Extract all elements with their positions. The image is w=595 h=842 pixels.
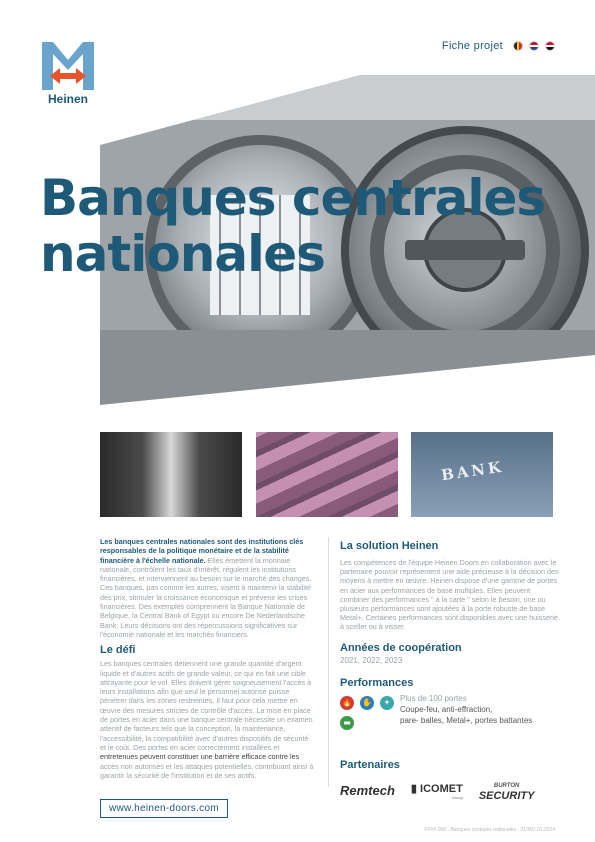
cooperation-heading: Années de coopération [340,641,462,654]
partner-icomet-logo [411,782,463,800]
logo-wordmark: Heinen [47,92,88,106]
flag-egypt-icon[interactable] [545,41,555,51]
partners-heading: Partenaires [340,758,400,771]
burglar-resistance-icon: ✋ [360,696,374,710]
bank-sign-text: BANK [440,457,506,485]
partner-remtech-logo: Remtech [340,783,395,799]
icomet-subtitle: Group [451,794,463,800]
solution-body: Les compétences de l'équipe Heinen Doors en collaboration avec le partenaire pouvoir représentent une aide précieuse à la décision des moyens à mettre en œuvre. Heinen dispose d'une gamme de portes en acier aux performances de base multiples. Elles peuvent combiner des performances " à la carte " selon le besoin, une ou plusieurs performances sont ajoutées à la porte robuste de base Metal+. Certaines performances sont disponibles avec une huisserie à sceller ou à visser. [340,558,559,632]
flag-netherlands-icon[interactable] [529,41,539,51]
performances-text [400,693,532,726]
column-divider [328,537,329,787]
defi-body: Les banques centrales détiennent une grande quantité d'argent liquide et d'autres actifs de grande valeur, ce qui en fait une cible attrayante pour le vol. Elles doivent gérer soigneusement l'accès à leurs installations afin que seul le personnel autorisé puisse pénétrer dans les zones restreintes. Il faut pour cela mettre en œuvre des mesures strictes de contrôle d'accès. La mise en place de portes en acier dans une banque centrale nécessite un examen attentif de facteurs tels que la conception, la maintenance, l'accessibilité, la compatibilité avec d'autres dispositifs de sécurité et le coût. Des portes en acier correctement installées et [100,659,313,752]
performances-block [340,693,560,751]
photo-bank-facade [411,432,553,517]
title-line-1: Banques centrales [40,169,546,227]
performances-count: Plus de 100 portes [400,693,467,703]
defi-body-emphasis: entretenues peuvent constituer une barrière efficace contre les [100,752,300,762]
intro-paragraph [100,537,315,639]
performances-types-2: pare- balles, Metal+, portes battantes [400,715,533,725]
flag-belgium-icon[interactable] [513,41,523,51]
defi-body-end: accès non autorisés et les attaques potentielles, contribuant ainsi à garantir la sécurité de l'institution et de ses actifs. [100,761,314,780]
defi-paragraph [100,659,315,780]
left-column [100,537,315,780]
burton-bottom-text: SECURITY [478,789,535,802]
page-title [40,170,560,282]
partners-logos [340,781,560,801]
header-meta [442,40,555,52]
solution-heading: La solution Heinen [340,540,439,552]
defi-heading: Le défi [100,644,136,657]
photo-banknotes [256,432,398,517]
right-column [340,540,560,801]
intro-body: Elles émettent la monnaie nationale, contrôlent les taux d'intérêt, régulent les institutions financières, et interviennent au besoin sur le marché des changes. Ces banques, pas comme les autres, visent à maintenir la stabilité des prix, stimuler la croissance économique et prévenir les crises financières. Des exemples comprennent la Banque Nationale de Belgique, la Central Bank of Egypt ou encore De Nederlandsche Bank. Leurs décisions ont des répercussions significatives sur l'économie nationale et les marchés financiers. [100,555,312,639]
cooperation-years: 2021, 2022, 2023 [340,655,403,665]
icomet-wordmark: ▮ ICOMET [410,782,463,795]
title-line-2: nationales [40,225,325,283]
bullet-resistance-icon: ✦ [380,696,394,710]
photo-safe-deposit-corridor [100,432,242,517]
intro-lead: Les banques centrales nationales sont des institutions clés responsables de la politique monétaire et de la stabilité financière à l'échelle nationale. [100,537,304,565]
performances-types: Coupe-feu, anti-effraction, [400,704,493,714]
partner-burton-security-logo [479,781,535,801]
document-type-label: Fiche projet [441,40,503,52]
burton-top-text: BURTON [493,782,520,789]
fire-resistance-icon: 🔥 [340,696,354,710]
metal-plus-icon: ▬ [340,716,354,730]
performances-heading: Performances [340,676,414,689]
website-link[interactable]: www.heinen-doors.com [100,799,228,818]
document-reference: FP##.008 - Banques centrales nationales - 01/MO.01.2024 [424,827,555,833]
